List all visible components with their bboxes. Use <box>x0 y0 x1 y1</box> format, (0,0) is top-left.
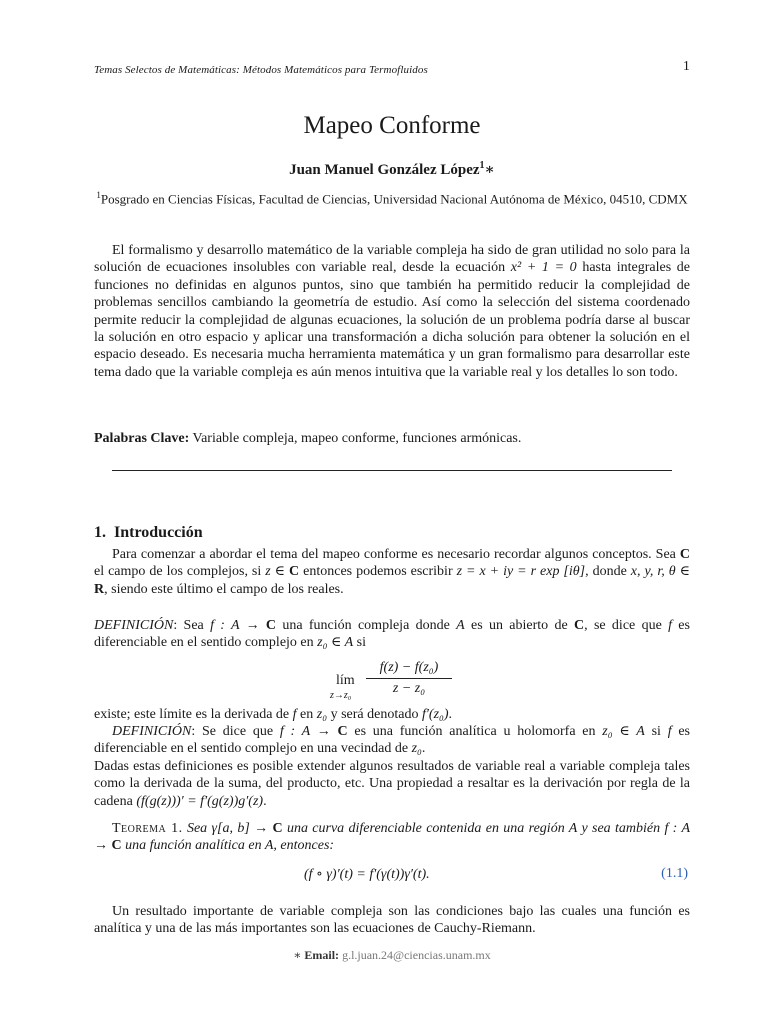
text: Dadas estas definiciones es posible extender algunos resultados de variable real a variable compleja tales como la derivada de la suma, del producto, etc. Una propiedad a resaltar es la derivación por regla de la cadena <box>94 759 690 809</box>
math: z₀ ∈ A <box>602 724 645 739</box>
math: f : A → <box>279 724 338 739</box>
section-title: Introducción <box>114 524 203 541</box>
math-C: C <box>265 618 277 633</box>
running-title: Temas Selectos de Matemáticas: Métodos Matemáticos para Termofluidos <box>94 64 428 76</box>
definition-1 <box>94 617 690 652</box>
text: una curva diferenciable contenida en una región <box>282 821 569 836</box>
text: es diferenciable en el sentido complejo en una vecindad de <box>94 724 691 757</box>
author-star: ∗ <box>484 162 495 178</box>
after-limit-text <box>94 706 690 723</box>
abstract-equation: x² + 1 = 0 <box>510 260 577 276</box>
equation-number-link[interactable]: (1.1) <box>661 866 688 881</box>
text: es un abierto de <box>464 618 575 633</box>
text: si <box>644 724 668 739</box>
math: f : A → <box>210 618 266 633</box>
keywords <box>94 430 690 447</box>
theorem-1 <box>94 820 690 855</box>
math: z₀ ∈ A <box>317 635 354 651</box>
text: Sea <box>182 821 212 836</box>
text: , se dice que <box>584 618 669 633</box>
math-C: C <box>272 821 283 836</box>
text: . <box>263 793 267 809</box>
keywords-label: Palabras Clave: <box>94 431 190 446</box>
text: y será denotado <box>327 707 422 722</box>
page-number: 1 <box>682 59 690 74</box>
math: (f(g(z)))′ = f′(g(z))g′(z) <box>136 793 264 809</box>
text: si <box>353 635 366 651</box>
email-label: Email: <box>304 948 340 962</box>
math: z₀ <box>411 741 422 757</box>
intro-paragraph <box>94 546 690 598</box>
definition-label: DEFINICIÓN <box>112 724 192 739</box>
text: y sea también <box>577 821 665 836</box>
text: : Sea <box>173 618 211 633</box>
text: una función compleja donde <box>276 618 457 633</box>
math: A <box>264 838 274 854</box>
fraction-denominator: z − z₀ <box>392 681 426 696</box>
text: es una función analítica u holomorfa en <box>347 724 603 739</box>
running-header <box>94 59 690 76</box>
math: x, y, r, θ ∈ <box>630 564 690 580</box>
abstract <box>94 242 690 381</box>
closing-paragraph: Un resultado importante de variable compleja son las condiciones bajo las cuales una función es analítica y una de las más importantes son las ecuaciones de Cauchy-Riemann. <box>94 904 690 937</box>
math: A <box>456 618 465 633</box>
text: en <box>296 707 317 722</box>
math-C: C <box>337 724 348 739</box>
lim-subscript: z→z₀ <box>330 690 352 701</box>
theorem-label: Teorema 1. <box>112 821 183 836</box>
text: existe; este límite es la derivada de <box>94 707 293 722</box>
text: , donde <box>585 564 631 580</box>
math: f′(z₀) <box>421 707 449 722</box>
abstract-text-1: El formalismo y desarrollo matemático de la variable compleja ha sido de gran utilidad no solo para la solución de ecuaciones insolubles con variable real, desde la ecuación <box>94 243 690 276</box>
text: Para comenzar a abordar el tema del mapeo conforme es necesario recordar algunos conceptos. Sea <box>112 547 680 562</box>
affiliation <box>94 187 690 207</box>
author-name: Juan Manuel González López <box>289 162 480 178</box>
author-affil-mark: 1 <box>479 160 485 171</box>
equation-expression: (f ∘ γ)′(t) = f′(γ(t))γ′(t). <box>304 867 430 882</box>
footnote-star: ∗ <box>293 948 302 962</box>
author-line <box>94 160 690 179</box>
math: z = x + iy = r exp [iθ] <box>456 564 586 580</box>
keywords-text: Variable compleja, mapeo conforme, funciones armónicas. <box>189 431 522 446</box>
text: es diferenciable en el sentido complejo en <box>94 618 690 651</box>
math: f <box>668 618 672 633</box>
divider <box>112 470 672 471</box>
email-link[interactable]: g.l.juan.24@ciencias.unam.mx <box>342 948 491 962</box>
math-C: C <box>111 838 122 854</box>
math-C: C <box>574 618 585 633</box>
math: z₀ <box>316 707 328 722</box>
section-heading <box>94 524 203 542</box>
text: el campo de los complejos, si <box>94 564 266 580</box>
lim-operator: lím <box>336 673 355 688</box>
text: entonces podemos escribir <box>299 564 457 580</box>
footnote <box>94 948 690 963</box>
math: f <box>667 724 672 739</box>
section-number: 1. <box>94 524 106 541</box>
text: , entonces: <box>273 838 335 854</box>
text: : Se dice que <box>191 724 280 739</box>
paper-title: Mapeo Conforme <box>303 112 481 139</box>
math: γ[a, b] → <box>211 821 273 836</box>
definition-label: DEFINICIÓN <box>94 618 174 633</box>
affil-mark: 1 <box>96 190 101 200</box>
affil-text: Posgrado en Ciencias Físicas, Facultad de Ciencias, Universidad Nacional Autónoma de México, 04510, CDMX <box>100 191 688 207</box>
text: una función analítica en <box>121 838 265 854</box>
text: , siendo este último el campo de los reales. <box>104 581 344 597</box>
limit-equation <box>330 660 460 700</box>
chain-rule-paragraph <box>94 758 690 810</box>
limit-fraction <box>366 660 452 697</box>
math: f <box>292 707 297 722</box>
math-C: C <box>289 564 300 580</box>
math: z ∈ <box>265 564 290 580</box>
math-C: C <box>679 547 690 562</box>
definition-2 <box>94 723 690 758</box>
text: . <box>421 741 426 757</box>
math: A <box>568 821 578 836</box>
abstract-text-2: hasta integrales de funciones no definidas en algunos puntos, sino que también ha permitido reducir la complejidad de problemas sencillos cambiando la geometría de estudio. Así como la selección del sistema coordenado permite reducir la complejidad de algunas ecuaciones, la solución de un problema podría darse al buscar la solución en otro espacio y aplicar una transformación a dicha solución para obtener la solución en el espacio deseado. Es necesaria mucha herramienta matemática y un gran formalismo para desarrollar este tema dado que la variable compleja es aún menos intuitiva que la variable real y los detalles lo son todo. <box>94 260 691 380</box>
text: . <box>448 707 453 722</box>
math: f : A → <box>94 821 690 854</box>
fraction-numerator: f(z) − f(z₀) <box>366 660 452 679</box>
math-R: R <box>94 581 105 597</box>
